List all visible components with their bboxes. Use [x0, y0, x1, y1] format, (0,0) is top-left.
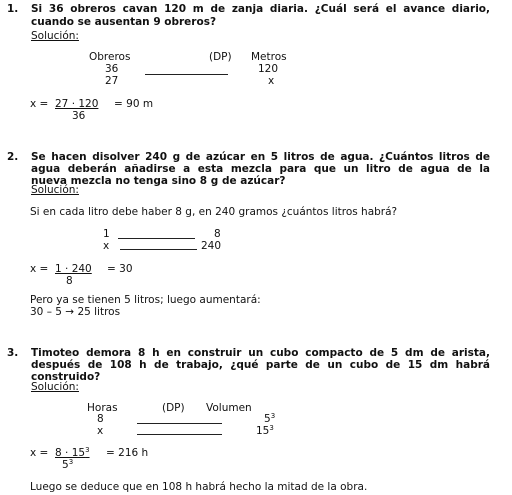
table-cell: x	[268, 75, 275, 87]
problem-statement-line: agua deberán añadirse a esta mezcla para que un litro de agua de la	[31, 163, 490, 175]
solution-label: Solución:	[31, 381, 79, 393]
equation-lhs: x =	[30, 447, 49, 459]
problem-statement-line: cuando se ausentan 9 obreros?	[31, 16, 217, 28]
equation-result: = 90 m	[114, 98, 154, 110]
relation-line	[137, 434, 222, 435]
table-cell: 8	[97, 413, 104, 425]
relation-line	[137, 423, 222, 424]
problem-number: 1.	[7, 3, 19, 15]
table-cell: x	[97, 425, 104, 437]
equation-result: = 216 h	[106, 447, 149, 459]
problem-statement-line: después de 108 h de trabajo, ¿qué parte de un cubo de 15 dm habrá	[31, 359, 490, 371]
table-cell: 1	[103, 228, 110, 240]
table-header-hours: Horas	[87, 402, 118, 414]
equation-lhs: x =	[30, 263, 49, 275]
table-header-volume: Volumen	[206, 402, 252, 414]
table-header-meters: Metros	[251, 51, 287, 63]
table-cell: 120	[258, 63, 279, 75]
table-cell: 27	[105, 75, 119, 87]
table-cell: 240	[201, 240, 222, 252]
relation-label: (DP)	[209, 51, 232, 63]
problem-statement: Se hacen disolver 240 g de azúcar en 5 litros de agua. ¿Cuántos litros de	[31, 151, 490, 163]
problem-statement-line: nueva mezcla no tenga sino 8 g de azúcar?	[31, 175, 286, 187]
solution-label: Solución:	[31, 184, 79, 196]
table-cell: 8	[214, 228, 221, 240]
problem-statement-line: construido?	[31, 371, 101, 383]
fraction-denominator: $5^3$	[62, 458, 74, 471]
problem-number: 3.	[7, 347, 19, 359]
solution-label: Solución:	[31, 30, 79, 42]
relation-line	[118, 238, 195, 239]
fraction-numerator: 1 · 240	[55, 263, 92, 275]
fraction-numerator: $8 \cdot 15^3$	[55, 446, 90, 459]
problem-statement: Timoteo demora 8 h en construir un cubo compacto de 5 dm de arista,	[31, 347, 490, 359]
fraction-denominator: 36	[72, 110, 86, 122]
equation-result: = 30	[107, 263, 133, 275]
explanation-text: Si en cada litro debe haber 8 g, en 240 gramos ¿cuántos litros habrá?	[30, 206, 398, 218]
equation-lhs: x =	[30, 98, 49, 110]
relation-line	[145, 74, 228, 75]
table-cell: 36	[105, 63, 119, 75]
table-cell: $5^3$	[264, 412, 276, 425]
conclusion-text: 30 – 5 → 25 litros	[30, 306, 121, 318]
conclusion-text: Luego se deduce que en 108 h habrá hecho la mitad de la obra.	[30, 481, 368, 493]
relation-line	[120, 249, 197, 250]
fraction-denominator: 8	[66, 275, 73, 287]
problem-number: 2.	[7, 151, 19, 163]
table-cell: $15^3$	[256, 424, 274, 437]
fraction-numerator: 27 · 120	[55, 98, 99, 110]
conclusion-text: Pero ya se tienen 5 litros; luego aumentará:	[30, 294, 261, 306]
problem-statement: Si 36 obreros cavan 120 m de zanja diaria. ¿Cuál será el avance diario,	[31, 3, 490, 15]
relation-label: (DP)	[162, 402, 185, 414]
table-header-workers: Obreros	[89, 51, 131, 63]
table-cell: x	[103, 240, 110, 252]
